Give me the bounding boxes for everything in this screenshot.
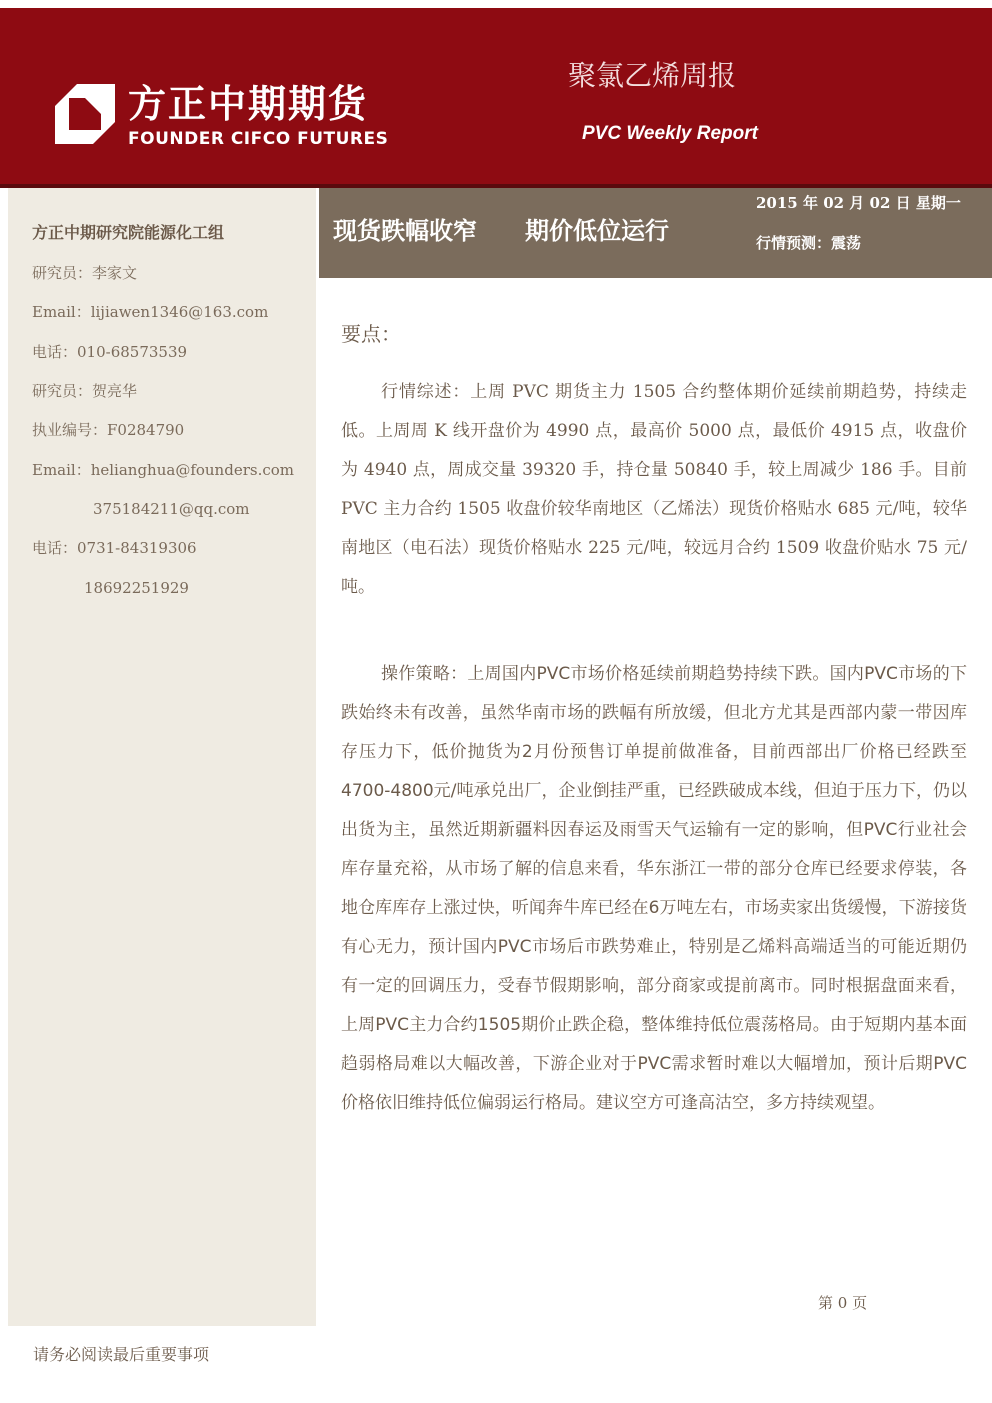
report-date: 2015 年 02 月 02 日 星期一: [756, 194, 961, 212]
disclaimer-notice: 请务必阅读最后重要事项: [33, 1345, 210, 1364]
strategy-paragraph: 操作策略：上周国内PVC市场价格延续前期趋势持续下跌。国内PVC市场的下跌始终未有改善，虽然华南市场的跌幅有所放缓，但北方尤其是西部内蒙一带因库存压力下，低价抛货为2月份预售订单提前做准备，目前西部出厂价格已经跌至4700-4800元/吨承兑出厂，企业倒挂严重，已经跌破成本线，但迫于压力下，仍以出货为主，虽然近期新疆料因春运及雨雪天气运输有一定的影响，但PVC行业社会库存量充裕，从市场了解的信息来看，华东浙江一带的部分仓库已经要求停装，各地仓库库存上涨过快，听闻奔牛库已经在6万吨左右，市场卖家出货缓慢，下游接货有心无力，预计国内PVC市场后市跌势难止，特别是乙烯料高端适当的可能近期仍有一定的回调压力，受春节假期影响，部分商家或提前离市。同时根据盘面来看，上周PVC主力合约1505期价止跌企稳，整体维持低位震荡格局。由于短期内基本面趋弱格局难以大幅改善，下游企业对于PVC需求暂时难以大幅增加，预计后期PVC价格依旧维持低位偏弱运行格局。建议空方可逢高沽空，多方持续观望。: [341, 664, 967, 1113]
analyst-1-name: 研究员：李家文: [32, 264, 138, 282]
analyst-2-license: 执业编号：F0284790: [32, 421, 185, 439]
analyst-1-phone: 电话：010-68573539: [32, 343, 188, 361]
market-summary-paragraph: 行情综述：上周 PVC 期货主力 1505 合约整体期价延续前期趋势，持续走低。上周周 K 线开盘价为 4990 点，最高价 5000 点，最低价 4915 点，收盘价为 4940 点，周成交量 39320 手，持仓量 50840 手，较上周减少 186 手。目前 PVC 主力合约 1505 收盘价较华南地区（乙烯法）现货价格贴水 685 元/吨，较华南地区（电石法）现货价格贴水 225 元/吨，较远月合约 1509 收盘价贴水 75 元/吨。: [341, 382, 967, 597]
company-name-cn: 方正中期期货: [128, 82, 369, 126]
research-group: 方正中期研究院能源化工组: [32, 223, 225, 242]
company-name-en: FOUNDER CIFCO FUTURES: [128, 129, 389, 149]
analyst-2-mobile: 18692251929: [84, 579, 189, 597]
report-subtitle: PVC Weekly Report: [582, 123, 758, 144]
analyst-1-email: Email：lijiawen1346@163.com: [32, 303, 269, 321]
page-number: 第 0 页: [818, 1294, 868, 1312]
key-points-heading: 要点：: [341, 322, 401, 346]
analyst-2-name: 研究员：贺亮华: [32, 382, 138, 400]
analyst-2-email-alt: 375184211@qq.com: [93, 500, 250, 518]
analyst-2-email: Email：helianghua@founders.com: [32, 461, 294, 479]
market-forecast: 行情预测：震荡: [756, 234, 862, 252]
report-headline: 现货跌幅收窄 期价低位运行: [333, 217, 669, 245]
founder-logo-icon: [55, 84, 115, 144]
report-title: 聚氯乙烯周报: [568, 59, 737, 92]
analyst-2-phone: 电话：0731-84319306: [32, 539, 197, 557]
